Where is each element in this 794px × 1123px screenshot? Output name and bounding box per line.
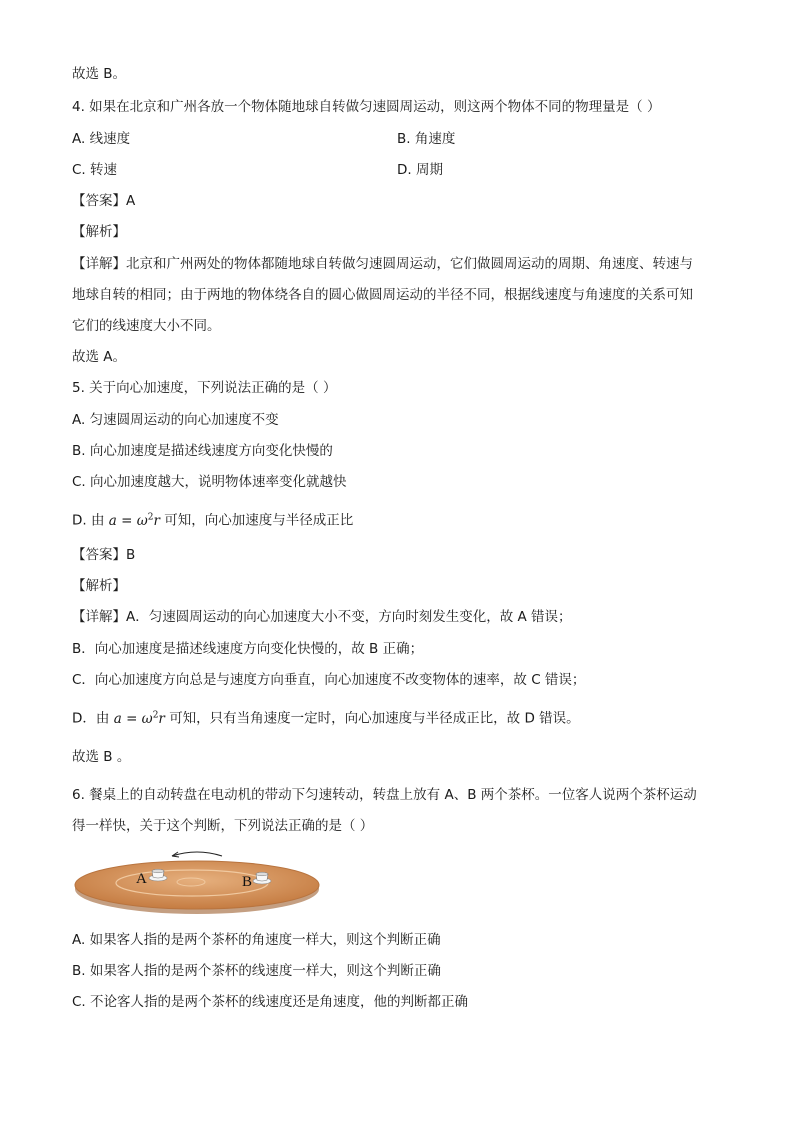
q5-option-d (72, 507, 353, 531)
q4-detail-line: 【详解】北京和广州两处的物体都随地球自转做匀速圆周运动，它们做圆周运动的周期、角速度、转速与 (72, 256, 693, 272)
q5-detail-d-suffix: 可知，只有当角速度一定时，向心加速度与半径成正比，故 D 错误。 (169, 710, 580, 727)
q4-conclusion: 故选 A。 (72, 349, 127, 365)
turntable-figure (72, 838, 322, 918)
q6-stem-line: 6. 餐桌上的自动转盘在电动机的带动下匀速转动，转盘上放有 A、B 两个茶杯。一位客人说两个茶杯运动 (72, 787, 697, 803)
q4-stem: 4. 如果在北京和广州各放一个物体随地球自转做匀速圆周运动，则这两个物体不同的物理量是（ ） (72, 99, 661, 115)
q5-option-d-suffix: 可知，向心加速度与半径成正比 (164, 512, 354, 529)
q6-option-c: C. 不论客人指的是两个茶杯的线速度还是角速度，他的判断都正确 (72, 994, 469, 1010)
q6-option-b: B. 如果客人指的是两个茶杯的线速度一样大，则这个判断正确 (72, 963, 441, 979)
q4-option-d: D. 周期 (397, 162, 443, 178)
q4-detail-line: 它们的线速度大小不同。 (72, 318, 221, 334)
q5-detail-d-prefix: D．由 (72, 710, 110, 727)
q5-option-b: B. 向心加速度是描述线速度方向变化快慢的 (72, 443, 333, 459)
q6-stem-line: 得一样快，关于这个判断，下列说法正确的是（ ） (72, 818, 374, 834)
q5-conclusion: 故选 B 。 (72, 749, 131, 765)
q6-option-a: A. 如果客人指的是两个茶杯的角速度一样大，则这个判断正确 (72, 932, 441, 948)
q4-analysis-heading: 【解析】 (72, 224, 126, 240)
label-a: A (136, 871, 147, 887)
rotation-arrow (172, 852, 222, 856)
q5-detail-line: C．向心加速度方向总是与速度方向垂直，向心加速度不改变物体的速率，故 C 错误； (72, 672, 586, 688)
q4-answer: 【答案】A (72, 193, 136, 209)
table-top (75, 861, 319, 909)
formula: $a = \omega^2r$ (108, 512, 160, 529)
q5-stem: 5. 关于向心加速度，下列说法正确的是（ ） (72, 380, 337, 396)
q5-option-d-prefix: D. 由 (72, 512, 105, 529)
formula: $a = \omega^2r$ (113, 710, 165, 727)
q5-detail-line (72, 705, 580, 729)
q5-detail-line: B．向心加速度是描述线速度方向变化快慢的，故 B 正确； (72, 641, 424, 657)
q4-option-c: C. 转速 (72, 162, 118, 178)
q5-option-c: C. 向心加速度越大，说明物体速率变化就越快 (72, 474, 347, 490)
q5-answer: 【答案】B (72, 547, 136, 563)
q4-option-a: A. 线速度 (72, 131, 131, 147)
q5-detail-line: 【详解】A．匀速圆周运动的向心加速度大小不变，方向时刻发生变化，故 A 错误； (72, 609, 572, 625)
q4-detail-line: 地球自转的相同；由于两地的物体绕各自的圆心做圆周运动的半径不同，根据线速度与角速度的关系可知 (72, 287, 693, 303)
q4-option-b: B. 角速度 (397, 131, 456, 147)
q5-option-a: A. 匀速圆周运动的向心加速度不变 (72, 412, 279, 428)
label-b: B (242, 874, 253, 890)
conclusion-prev: 故选 B。 (72, 66, 127, 82)
q5-analysis-heading: 【解析】 (72, 578, 126, 594)
